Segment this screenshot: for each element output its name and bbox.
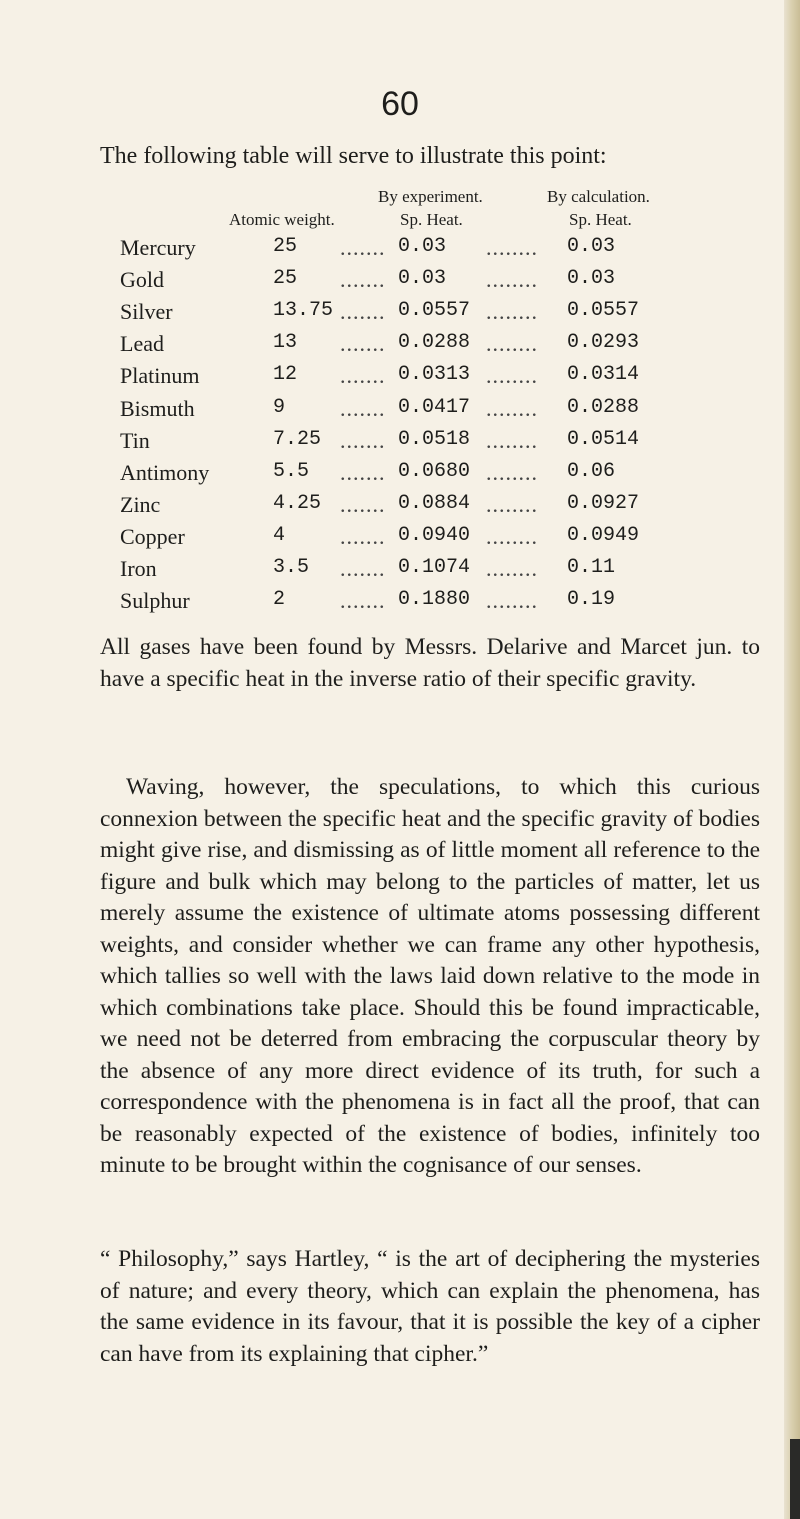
calculated-heat: 0.11 <box>567 556 616 579</box>
calculated-heat: 0.0927 <box>567 491 640 515</box>
element-name: Platinum <box>120 363 200 389</box>
dot-leader: ........ <box>486 459 538 485</box>
element-name: Tin <box>120 427 150 453</box>
dot-leader: ....... <box>340 235 386 260</box>
header-calc-sp-heat: Sp. Heat. <box>569 210 632 229</box>
header-exp-sp-heat: Sp. Heat. <box>400 210 463 229</box>
table-row <box>0 460 800 492</box>
header-atomic-weight: Atomic weight. <box>229 210 335 229</box>
dot-leader: ....... <box>340 363 386 389</box>
atomic-weight: 3.5 <box>273 556 310 579</box>
calculated-heat: 0.0949 <box>567 523 640 547</box>
calculated-heat: 0.06 <box>567 459 616 483</box>
element-name: Iron <box>120 556 157 581</box>
paragraph-waving <box>100 772 760 1182</box>
dot-leader: ....... <box>340 427 386 453</box>
dot-leader: ........ <box>486 556 538 581</box>
table-row <box>0 556 800 588</box>
experimental-heat: 0.0557 <box>398 299 471 323</box>
intro-sentence: The following table will serve to illustrate this point: <box>100 143 607 169</box>
paragraph-philosophy-text: “ Philosophy,” says Hartley, “ is the art of deciphering the mysteries of nature; and every theory, which can explain the phenomena, has the same evidence in its favour, that it is possible the key of a cipher can have from its explaining that cipher.” <box>100 1246 760 1367</box>
table-row <box>0 524 800 556</box>
atomic-weight: 4.25 <box>273 491 322 515</box>
calculated-heat: 0.0314 <box>567 363 640 387</box>
element-name: Gold <box>120 267 164 293</box>
header-by-calculation: By calculation. <box>547 187 650 206</box>
page-number: 60 <box>381 85 419 123</box>
element-name: Copper <box>120 523 185 549</box>
atomic-weight: 5.5 <box>273 459 310 483</box>
element-name: Antimony <box>120 459 210 485</box>
dot-leader: ........ <box>486 235 538 260</box>
calculated-heat: 0.0293 <box>567 331 640 355</box>
atomic-weight: 13.75 <box>273 299 334 323</box>
atomic-weight: 13 <box>273 331 298 355</box>
table-row <box>0 588 800 620</box>
table-row <box>0 299 800 331</box>
calculated-heat: 0.0288 <box>567 395 640 419</box>
dot-leader: ........ <box>486 523 538 549</box>
dot-leader: ....... <box>340 588 386 614</box>
paragraph-philosophy <box>100 1244 760 1370</box>
experimental-heat: 0.0884 <box>398 491 471 515</box>
experimental-heat: 0.0940 <box>398 523 471 547</box>
calculated-heat: 0.0557 <box>567 299 640 323</box>
experimental-heat: 0.03 <box>398 235 447 258</box>
paragraph-gases <box>100 632 760 695</box>
atomic-weight: 9 <box>273 395 286 419</box>
experimental-heat: 0.1074 <box>398 556 471 579</box>
table-row <box>0 363 800 395</box>
atomic-weight: 12 <box>273 363 298 387</box>
dot-leader: ....... <box>340 491 386 517</box>
experimental-heat: 0.0288 <box>398 331 471 355</box>
element-name: Silver <box>120 299 173 325</box>
table-row <box>0 331 800 363</box>
page-edge <box>784 0 800 1519</box>
dot-leader: ....... <box>340 267 386 293</box>
atomic-weight: 7.25 <box>273 427 322 451</box>
table-row <box>0 235 800 267</box>
dot-leader: ........ <box>486 491 538 517</box>
dot-leader: ........ <box>486 395 538 421</box>
element-name: Mercury <box>120 235 196 260</box>
element-name: Bismuth <box>120 395 195 421</box>
table-row <box>0 396 800 428</box>
element-name: Lead <box>120 331 164 357</box>
atomic-weight: 25 <box>273 235 298 258</box>
dot-leader: ....... <box>340 331 386 357</box>
dot-leader: ........ <box>486 267 538 293</box>
dot-leader: ........ <box>486 588 538 614</box>
experimental-heat: 0.0518 <box>398 427 471 451</box>
experimental-heat: 0.0313 <box>398 363 471 387</box>
experimental-heat: 0.0417 <box>398 395 471 419</box>
dot-leader: ....... <box>340 523 386 549</box>
dot-leader: ........ <box>486 363 538 389</box>
table-row <box>0 492 800 524</box>
page-edge-shadow <box>790 1439 800 1519</box>
dot-leader: ........ <box>486 331 538 357</box>
calculated-heat: 0.03 <box>567 235 616 258</box>
table-row <box>0 267 800 299</box>
experimental-heat: 0.0680 <box>398 459 471 483</box>
calculated-heat: 0.19 <box>567 588 616 612</box>
experimental-heat: 0.1880 <box>398 588 471 612</box>
element-name: Zinc <box>120 491 161 517</box>
dot-leader: ....... <box>340 299 386 325</box>
dot-leader: ....... <box>340 459 386 485</box>
calculated-heat: 0.0514 <box>567 427 640 451</box>
header-by-experiment: By experiment. <box>378 187 483 206</box>
atomic-weight: 4 <box>273 523 286 547</box>
dot-leader: ....... <box>340 395 386 421</box>
calculated-heat: 0.03 <box>567 267 616 291</box>
dot-leader: ........ <box>486 299 538 325</box>
atomic-weight: 2 <box>273 588 286 612</box>
experimental-heat: 0.03 <box>398 267 447 291</box>
atomic-weight: 25 <box>273 267 298 291</box>
table-row <box>0 428 800 460</box>
dot-leader: ........ <box>486 427 538 453</box>
paragraph-waving-text: Waving, however, the speculations, to which this curious connexion between the specific heat and the specific gravity of bodies might give rise, and dismissing as of little moment all reference to the figure and bulk which may belong to the particles of matter, let us merely assume the existence of ultimate atoms possessing different weights, and consider whether we can frame any other hypothesis, which tallies so well with the laws laid down relative to the mode in which combinations take place. Should this be found impracticable, we need not be deterred from embracing the corpuscular theory by the absence of any more direct evidence of its truth, for such a correspondence with the phenomena is in fact all the proof, that can be reasonably expected of the existence of bodies, infinitely too minute to be brought within the cognisance of our senses. <box>100 774 760 1178</box>
element-name: Sulphur <box>120 588 190 614</box>
dot-leader: ....... <box>340 556 386 581</box>
paragraph-gases-text: All gases have been found by Messrs. Delarive and Marcet jun. to have a specific heat in the inverse ratio of their specific gravity. <box>100 634 760 692</box>
